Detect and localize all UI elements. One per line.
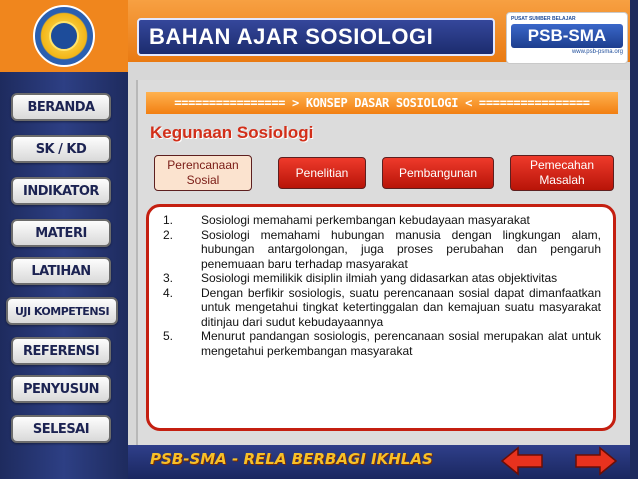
- psb-logo-top-text: PUSAT SUMBER BELAJAR: [511, 16, 576, 22]
- tut-wuri-logo-area: [0, 0, 128, 72]
- page-title-text: BAHAN AJAR SOSIOLOGI: [149, 24, 434, 49]
- sub-title: Kegunaan Sosiologi: [150, 123, 314, 142]
- tab-penelitian[interactable]: Penelitian: [278, 157, 366, 189]
- nav-selesai-button[interactable]: SELESAI: [11, 415, 111, 443]
- page-title: [137, 18, 495, 56]
- arrow-right-icon: [574, 446, 618, 476]
- section-title-bar: ================ > KONSEP DASAR SOSIOLOGI < ================: [146, 92, 618, 114]
- content-box: [146, 204, 616, 431]
- psb-logo-url: www.psb-psma.org: [571, 49, 623, 55]
- list-item: [163, 329, 601, 358]
- nav-latihan-button[interactable]: LATIHAN: [11, 257, 111, 285]
- nav-indikator-button[interactable]: INDIKATOR: [11, 177, 111, 205]
- list-item: [163, 213, 601, 228]
- nav-uji-kompetensi-button[interactable]: UJI KOMPETENSI: [6, 297, 118, 325]
- list-item-text: Menurut pandangan sosiologis, perencanaan sosial merupakan alat untuk mengetahui perkembangan masyarakat: [201, 329, 601, 358]
- logo-inner: [49, 21, 79, 51]
- tab-perencanaan-sosial[interactable]: Perencanaan Sosial: [154, 155, 252, 191]
- nav-penyusun-button[interactable]: PENYUSUN: [11, 375, 111, 403]
- psb-logo-main-text: PSB-SMA: [511, 24, 623, 48]
- arrow-left-icon: [500, 446, 544, 476]
- nav-beranda-button[interactable]: BERANDA: [11, 93, 111, 121]
- prev-button[interactable]: [500, 446, 544, 476]
- list-item: [163, 286, 601, 330]
- list-item-text: Dengan berfikir sosiologis, suatu perencanaan sosial dapat dimanfaatkan untuk mengetahui tingkat ketertinggalan dan kemajuan suatu masyarakat ditinjau dari sudut kebudayaannya: [201, 285, 601, 329]
- right-frame: [630, 0, 638, 479]
- next-button[interactable]: [574, 446, 618, 476]
- footer-slogan: PSB-SMA - RELA BERBAGI IKHLAS: [150, 450, 433, 468]
- list-item-text: Sosiologi memilikik disiplin ilmiah yang didasarkan atas objektivitas: [201, 271, 558, 285]
- nav-referensi-button[interactable]: REFERENSI: [11, 337, 111, 365]
- tut-wuri-logo-icon: [33, 5, 95, 67]
- psb-sma-logo: [506, 12, 628, 64]
- list-item-number: 3.: [163, 271, 174, 285]
- list-item-text: Sosiologi memahami perkembangan kebudayaan masyarakat: [201, 213, 530, 227]
- tab-pembangunan[interactable]: Pembangunan: [382, 157, 494, 189]
- list-item: [163, 271, 601, 286]
- list-item-text: Sosiologi memahami hubungan manusia dengan lingkungan alam, hubungan antargolongan, juga proses perubahan dan pengaruh penemuaan baru terhadap masyarakat: [201, 227, 601, 271]
- nav-materi-button[interactable]: MATERI: [11, 219, 111, 247]
- nav-sk-kd-button[interactable]: SK / KD: [11, 135, 111, 163]
- list-item-number: 4.: [163, 285, 174, 300]
- list-item-number: 1.: [163, 213, 174, 227]
- list-item-number: 5.: [163, 329, 174, 343]
- list-item-number: 2.: [163, 227, 174, 242]
- list-item: [163, 228, 601, 272]
- tab-pemecahan-masalah[interactable]: Pemecahan Masalah: [510, 155, 614, 191]
